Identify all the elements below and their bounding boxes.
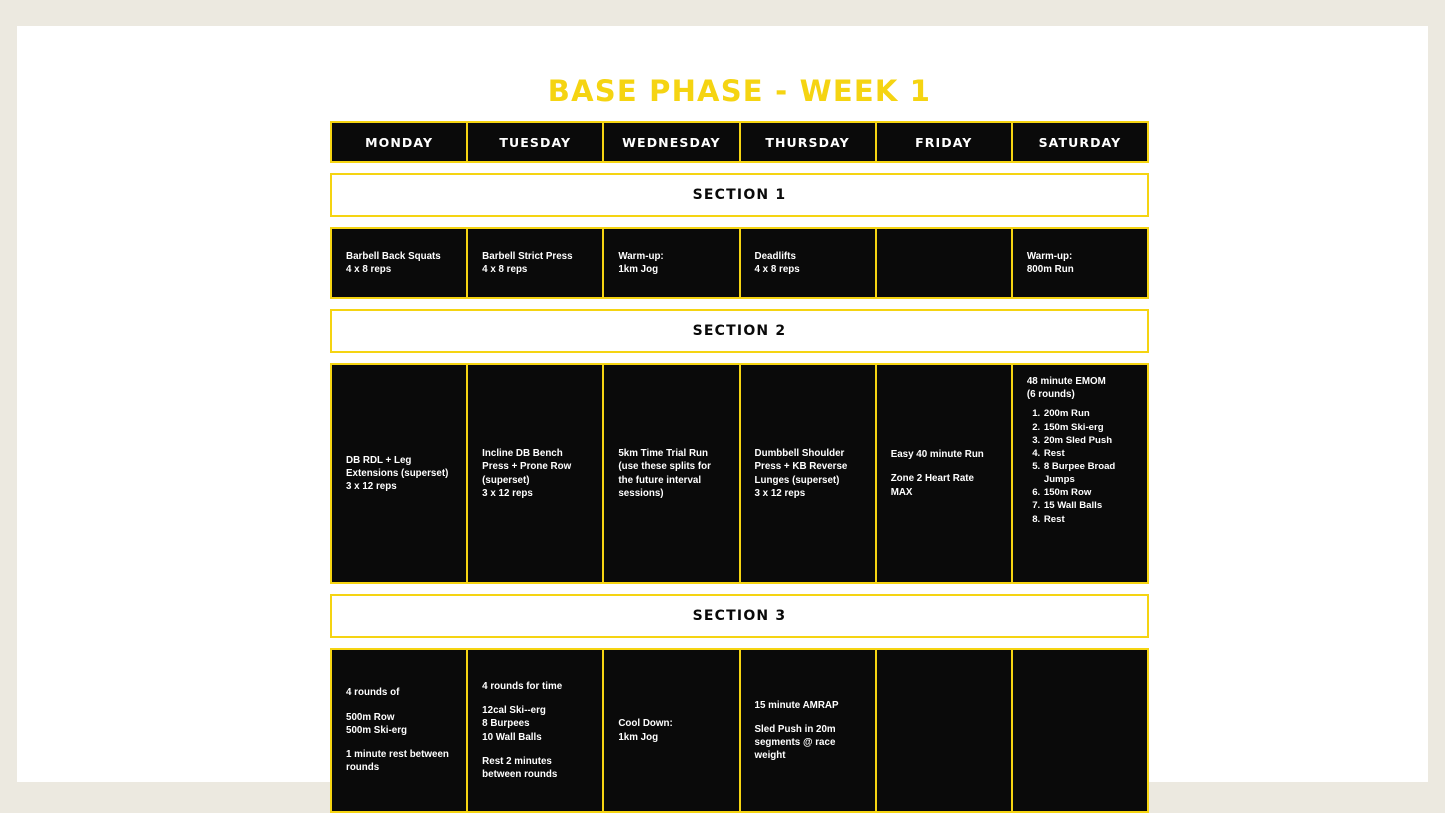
list-item: 6. 150m Row bbox=[1043, 486, 1133, 499]
day-header-tuesday: TUESDAY bbox=[468, 123, 604, 161]
cell-text-line: 4 rounds for time bbox=[482, 680, 563, 692]
section-2-cell-wednesday bbox=[604, 365, 740, 582]
text-spacer bbox=[482, 744, 588, 755]
cell-text-line: 5km Time Trial Run bbox=[618, 448, 708, 460]
section-2-cell-friday bbox=[877, 365, 1013, 582]
cell-text-line: Easy 40 minute Run bbox=[890, 449, 984, 461]
cell-text-line: Barbell Back Squats bbox=[346, 250, 441, 262]
workout-plan bbox=[330, 74, 1149, 780]
cell-text-line: the future interval bbox=[618, 474, 702, 486]
cell-text-line: 10 Wall Balls bbox=[482, 731, 542, 743]
cell-text-line: Lunges (superset) bbox=[754, 474, 840, 486]
cell-text-line: Warm-up: bbox=[618, 250, 664, 262]
section-3-row bbox=[330, 648, 1149, 813]
list-item: 5. 8 Burpee Broad Jumps bbox=[1043, 460, 1133, 486]
section-3-cell-friday bbox=[877, 650, 1013, 811]
section-1-cell-tuesday bbox=[468, 229, 604, 297]
section-3-cell-thursday bbox=[741, 650, 877, 811]
cell-text-line: 4 x 8 reps bbox=[482, 264, 528, 275]
cell-text-line: rounds bbox=[346, 762, 380, 774]
cell-text-line: Sled Push in 20m bbox=[754, 723, 836, 735]
day-header-thursday: THURSDAY bbox=[741, 123, 877, 161]
cell-text-line: (use these splits for bbox=[618, 461, 711, 473]
day-header-friday: FRIDAY bbox=[877, 123, 1013, 161]
cell-text-line: 1 minute rest between bbox=[346, 749, 449, 761]
section-3-cell-wednesday bbox=[604, 650, 740, 811]
section-2-cell-monday bbox=[332, 365, 468, 582]
cell-text-line: 4 x 8 reps bbox=[346, 264, 392, 275]
text-spacer bbox=[346, 700, 452, 711]
cell-text-line: 12cal Ski--erg bbox=[482, 705, 546, 717]
cell-text-line: (6 rounds) bbox=[1026, 389, 1075, 401]
section-2-cell-saturday bbox=[1013, 365, 1147, 582]
list-item: 1. 200m Run bbox=[1043, 407, 1133, 420]
section-1-row bbox=[330, 227, 1149, 299]
cell-text-line: 3 x 12 reps bbox=[482, 487, 533, 499]
text-spacer bbox=[482, 693, 588, 704]
cell-text-line: MAX bbox=[890, 486, 913, 498]
emom-round-list bbox=[1027, 407, 1133, 525]
section-1-cell-saturday bbox=[1013, 229, 1147, 297]
list-item: 3. 20m Sled Push bbox=[1043, 434, 1133, 447]
cell-text-line: 800m Run bbox=[1026, 264, 1074, 275]
section-2-row bbox=[330, 363, 1149, 584]
cell-text-line: 8 Burpees bbox=[482, 718, 530, 730]
cell-text-line: Press + Prone Row bbox=[482, 461, 572, 473]
cell-text-line: Dumbbell Shoulder bbox=[754, 448, 845, 460]
section-3-cell-tuesday bbox=[468, 650, 604, 811]
cell-text-line: 3 x 12 reps bbox=[754, 487, 806, 499]
day-header-wednesday: WEDNESDAY bbox=[604, 123, 740, 161]
cell-text-line: Incline DB Bench bbox=[482, 448, 563, 460]
cell-text-line: Zone 2 Heart Rate bbox=[890, 473, 974, 485]
text-spacer bbox=[891, 461, 997, 472]
section-3-cell-saturday bbox=[1013, 650, 1147, 811]
section-1-cell-monday bbox=[332, 229, 468, 297]
text-spacer bbox=[346, 737, 452, 748]
text-spacer bbox=[755, 712, 861, 723]
list-item: 2. 150m Ski-erg bbox=[1043, 421, 1133, 434]
cell-text-line: Extensions (superset) bbox=[346, 467, 449, 479]
cell-text-line: Barbell Strict Press bbox=[482, 250, 573, 262]
cell-text-line: 4 rounds of bbox=[346, 687, 400, 699]
cell-text-line: weight bbox=[754, 750, 786, 762]
section-3-cell-monday bbox=[332, 650, 468, 811]
list-item: 7. 15 Wall Balls bbox=[1043, 499, 1133, 512]
section-1-cell-friday bbox=[877, 229, 1013, 297]
cell-text-line: 500m Ski-erg bbox=[346, 724, 407, 736]
cell-text-line: Warm-up: bbox=[1026, 250, 1073, 262]
page-title: BASE PHASE - WEEK 1 bbox=[547, 74, 932, 108]
cell-text-line: segments @ race bbox=[754, 737, 836, 748]
cell-text-line: Rest 2 minutes bbox=[482, 755, 552, 767]
day-header-monday: MONDAY bbox=[332, 123, 468, 161]
section-2-cell-thursday bbox=[741, 365, 877, 582]
cell-text-line: Press + KB Reverse bbox=[754, 461, 848, 473]
cell-text-line: 500m Row bbox=[346, 711, 395, 723]
page-sheet bbox=[17, 26, 1428, 782]
day-header-saturday: SATURDAY bbox=[1038, 134, 1122, 150]
cell-text-line: Deadlifts bbox=[754, 250, 796, 262]
cell-text-line: DB RDL + Leg bbox=[346, 454, 412, 466]
cell-text-line: 4 x 8 reps bbox=[754, 264, 800, 275]
list-item: 8. Rest bbox=[1043, 513, 1133, 526]
section-1-cell-thursday bbox=[741, 229, 877, 297]
section-banner-1: SECTION 1 bbox=[330, 173, 1149, 217]
cell-text-line: (superset) bbox=[482, 474, 530, 486]
list-item: 4. Rest bbox=[1043, 447, 1133, 460]
cell-text-line: 48 minute EMOM bbox=[1026, 376, 1106, 387]
cell-text-line: 1km Jog bbox=[618, 731, 659, 743]
cell-text-line: Cool Down: bbox=[618, 718, 673, 730]
section-2-cell-tuesday bbox=[468, 365, 604, 582]
cell-text-line: 15 minute AMRAP bbox=[754, 699, 839, 711]
cell-text-line: sessions) bbox=[618, 487, 664, 499]
section-banner-3: SECTION 3 bbox=[330, 594, 1149, 638]
day-header-row bbox=[330, 121, 1149, 163]
cell-text-line: 3 x 12 reps bbox=[346, 481, 397, 493]
section-1-cell-wednesday bbox=[604, 229, 740, 297]
cell-text-line: 1km Jog bbox=[618, 264, 659, 275]
cell-text-line: between rounds bbox=[482, 768, 558, 780]
section-banner-2: SECTION 2 bbox=[330, 309, 1149, 353]
